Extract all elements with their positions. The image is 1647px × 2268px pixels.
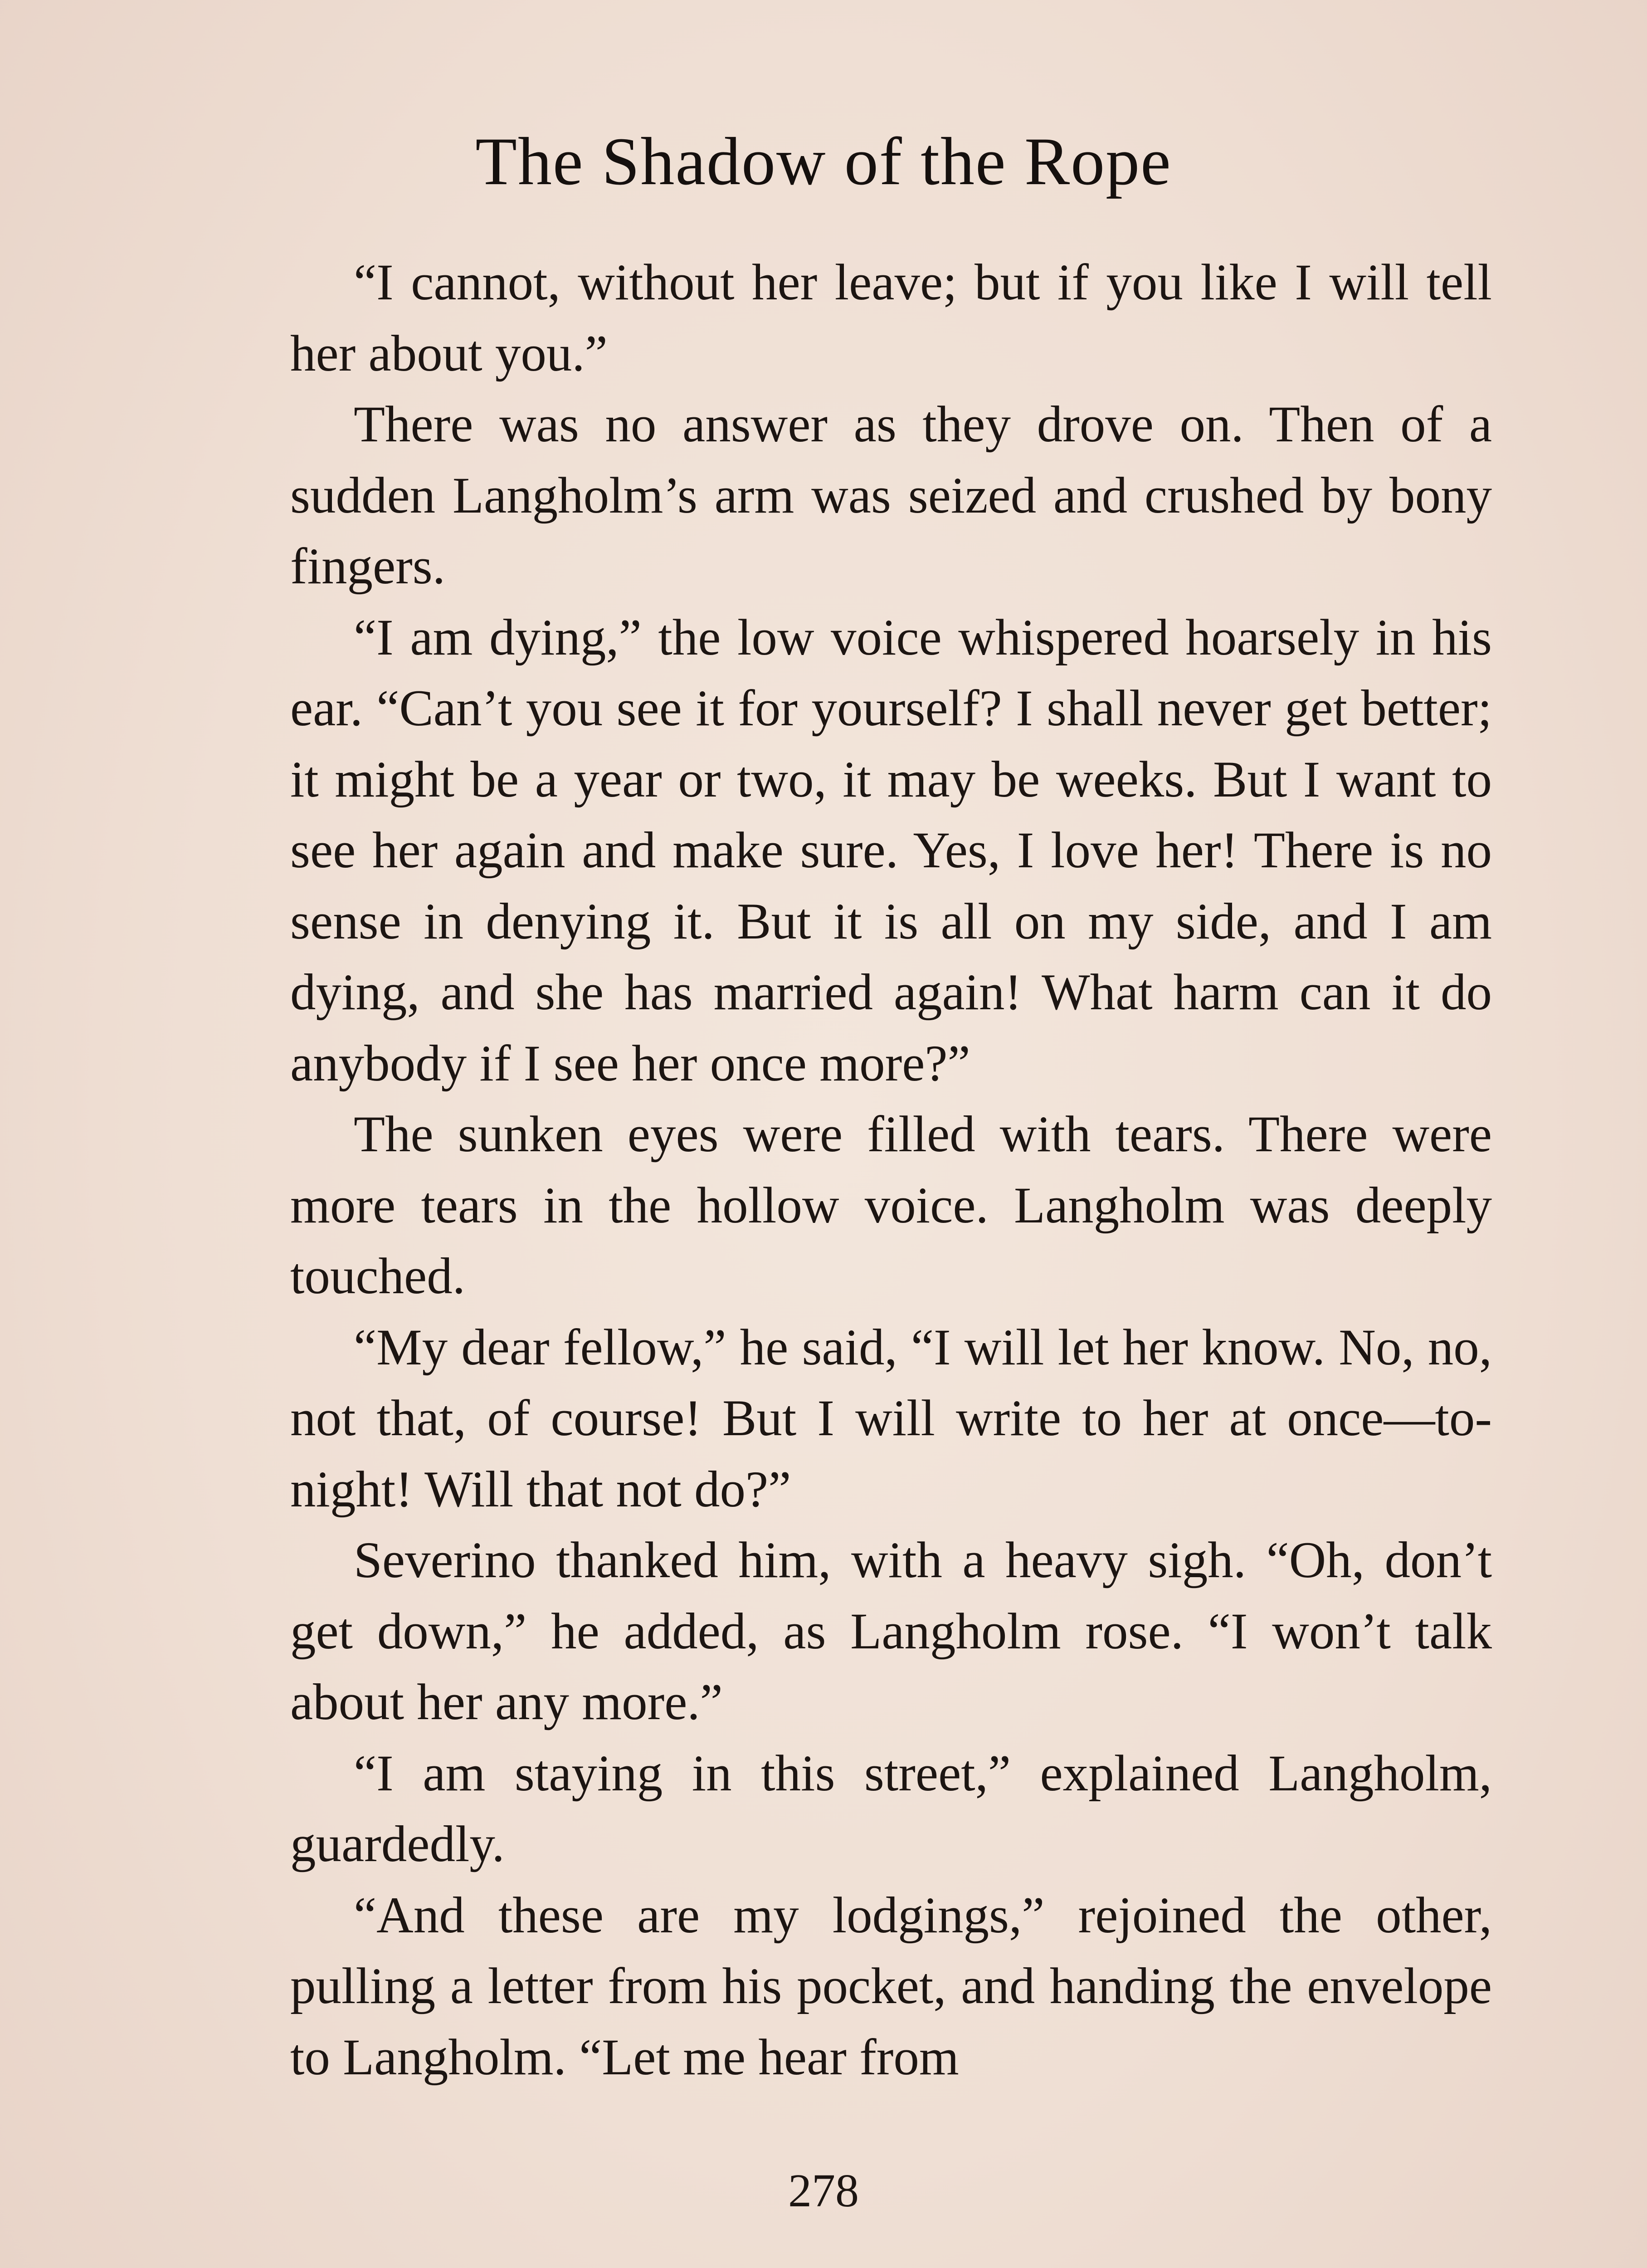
- paragraph: There was no answer as they drove on. Then of a sudden Langholm’s arm was seized and crushed by bony fingers.: [290, 396, 1492, 595]
- paragraph: The sunken eyes were filled with tears. There were more tears in the hollow voice. Langholm was deeply touched.: [290, 1106, 1492, 1305]
- running-head: The Shadow of the Rope: [475, 124, 1172, 199]
- paragraph: “And these are my lodgings,” rejoined the other, pulling a letter from his pocket, and handing the envelope to Langholm. “Let me hear from: [290, 1887, 1492, 2086]
- paragraph: “I cannot, without her leave; but if you like I will tell her about you.”: [290, 254, 1492, 382]
- paragraph: Severino thanked him, with a heavy sigh. “Oh, don’t get down,” he added, as Langholm rose. “I won’t talk about her any more.”: [290, 1532, 1492, 1730]
- paragraph: “I am dying,” the low voice whispered hoarsely in his ear. “Can’t you see it for yourself? I shall never get better; it might be a year or two, it may be weeks. But I want to see her again and make sure. Yes, I love her! There is no sense in denying it. But it is all on my side, and I am dying, and she has married again! What harm can it do anybody if I see her once more?”: [290, 609, 1492, 1092]
- page-number: 278: [788, 2165, 859, 2217]
- paragraph: “I am staying in this street,” explained Langholm, guardedly.: [290, 1745, 1492, 1872]
- paragraph: “My dear fellow,” he said, “I will let her know. No, no, not that, of course! But I will write to her at once—to-night! Will that not do?”: [290, 1319, 1492, 1518]
- body-text: [290, 247, 1492, 2093]
